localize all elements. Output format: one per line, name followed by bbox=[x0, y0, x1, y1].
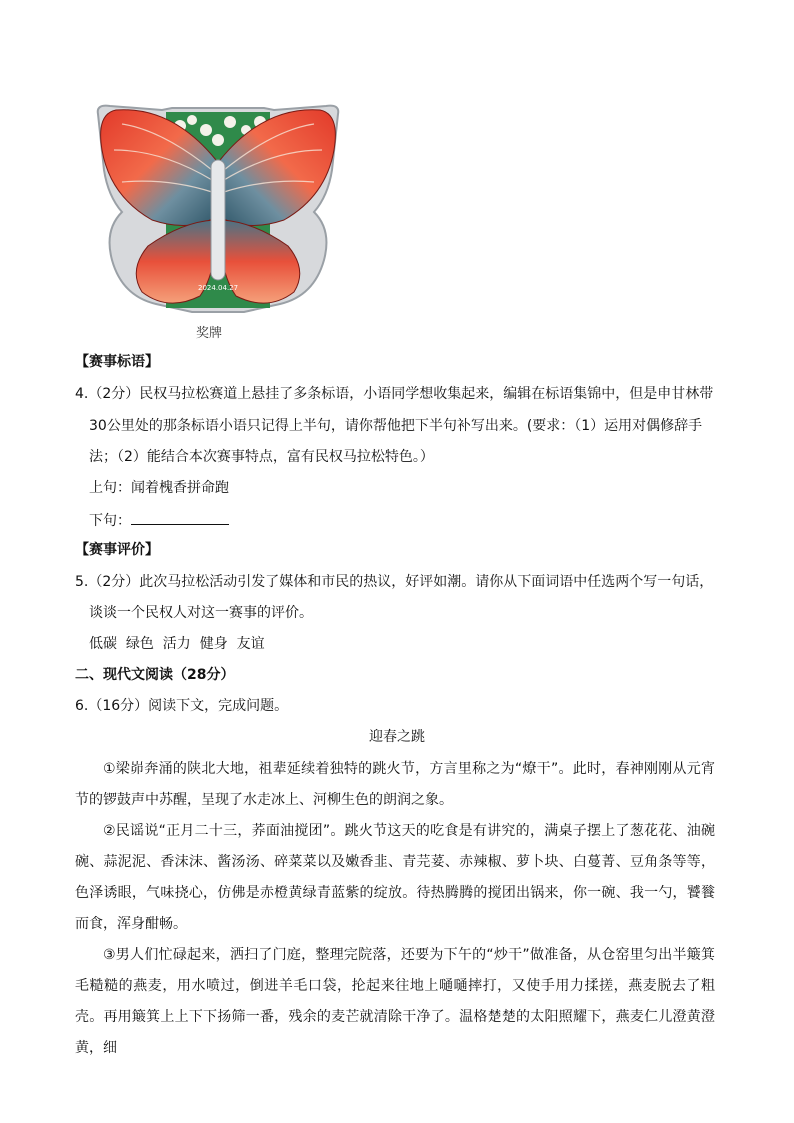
paragraph-2: ②民谣说“正月二十三，荞面油搅团”。跳火节这天的吃食是有讲究的，满桌子摆上了葱花花、油碗碗、蒜泥泥、香沫沫、酱汤汤、碎菜菜以及嫩香韭、青芫荽、赤辣椒、萝卜块、白蔓菁、豆角条等等，色泽诱眼，气味挠心，仿佛是赤橙黄绿青蓝紫的绽放。待热腾腾的搅团出锅来，你一碗、我一勺，饕餮而食，浑身酣畅。 bbox=[75, 823, 715, 932]
q4-line3: 法；（2）能结合本次赛事特点，富有民权马拉松特色。） bbox=[89, 449, 434, 465]
medal-caption: 奖牌 bbox=[196, 326, 223, 341]
answer-blank[interactable] bbox=[131, 510, 229, 525]
q5-line1: 5.（2分）此次马拉松活动引发了媒体和市民的热议，好评如潮。请你从下面词语中任选两个写一句话， bbox=[75, 574, 714, 590]
q4-lower-line bbox=[89, 510, 229, 531]
q4-line1: 4.（2分）民权马拉松赛道上悬挂了多条标语，小语同学想收集起来，编辑在标语集锦中，但是申甘林带 bbox=[75, 386, 714, 402]
q6-instruction: 6.（16分）阅读下文，完成问题。 bbox=[75, 698, 289, 714]
paragraph-3: ③男人们忙碌起来，洒扫了门庭，整理完院落，还要为下午的“炒干”做准备，从仓窑里匀出半簸箕毛糙糙的燕麦，用水喷过，倒进羊毛口袋，抡起来往地上嗵嗵摔打，又使手用力揉搓，燕麦脱去了粗壳。再用簸箕上上下下扬筛一番，残余的麦芒就清除干净了。温格楚楚的太阳照耀下，燕麦仁儿澄黄澄黄，细 bbox=[75, 947, 715, 1056]
q5-word-list: 低碳 绿色 活力 健身 友谊 bbox=[89, 636, 265, 652]
section-two-heading: 二、现代文阅读（28分） bbox=[75, 667, 235, 683]
q4-line2: 30公里处的那条标语小语只记得上半句，请你帮他把下半句补写出来。(要求：（1）运用对偶修辞手 bbox=[89, 418, 703, 434]
q4-lower-label: 下句： bbox=[89, 513, 131, 529]
butterfly-medal-image bbox=[92, 100, 344, 318]
slogan-heading: 【赛事标语】 bbox=[75, 354, 159, 370]
medal-date: 2024.04.27 bbox=[198, 284, 239, 292]
q5-line2: 谈谈一个民权人对这一赛事的评价。 bbox=[89, 605, 313, 621]
paragraph-1: ①梁峁奔涌的陕北大地，祖辈延续着独特的跳火节，方言里称之为“燎干”。此时，春神刚刚从元宵节的锣鼓声中苏醒，呈现了水走冰上、河柳生色的朗润之象。 bbox=[75, 761, 715, 808]
q4-upper-line: 上句：闻着槐香拼命跑 bbox=[89, 480, 229, 496]
review-heading: 【赛事评价】 bbox=[75, 542, 159, 558]
article-title: 迎春之跳 bbox=[369, 729, 425, 745]
